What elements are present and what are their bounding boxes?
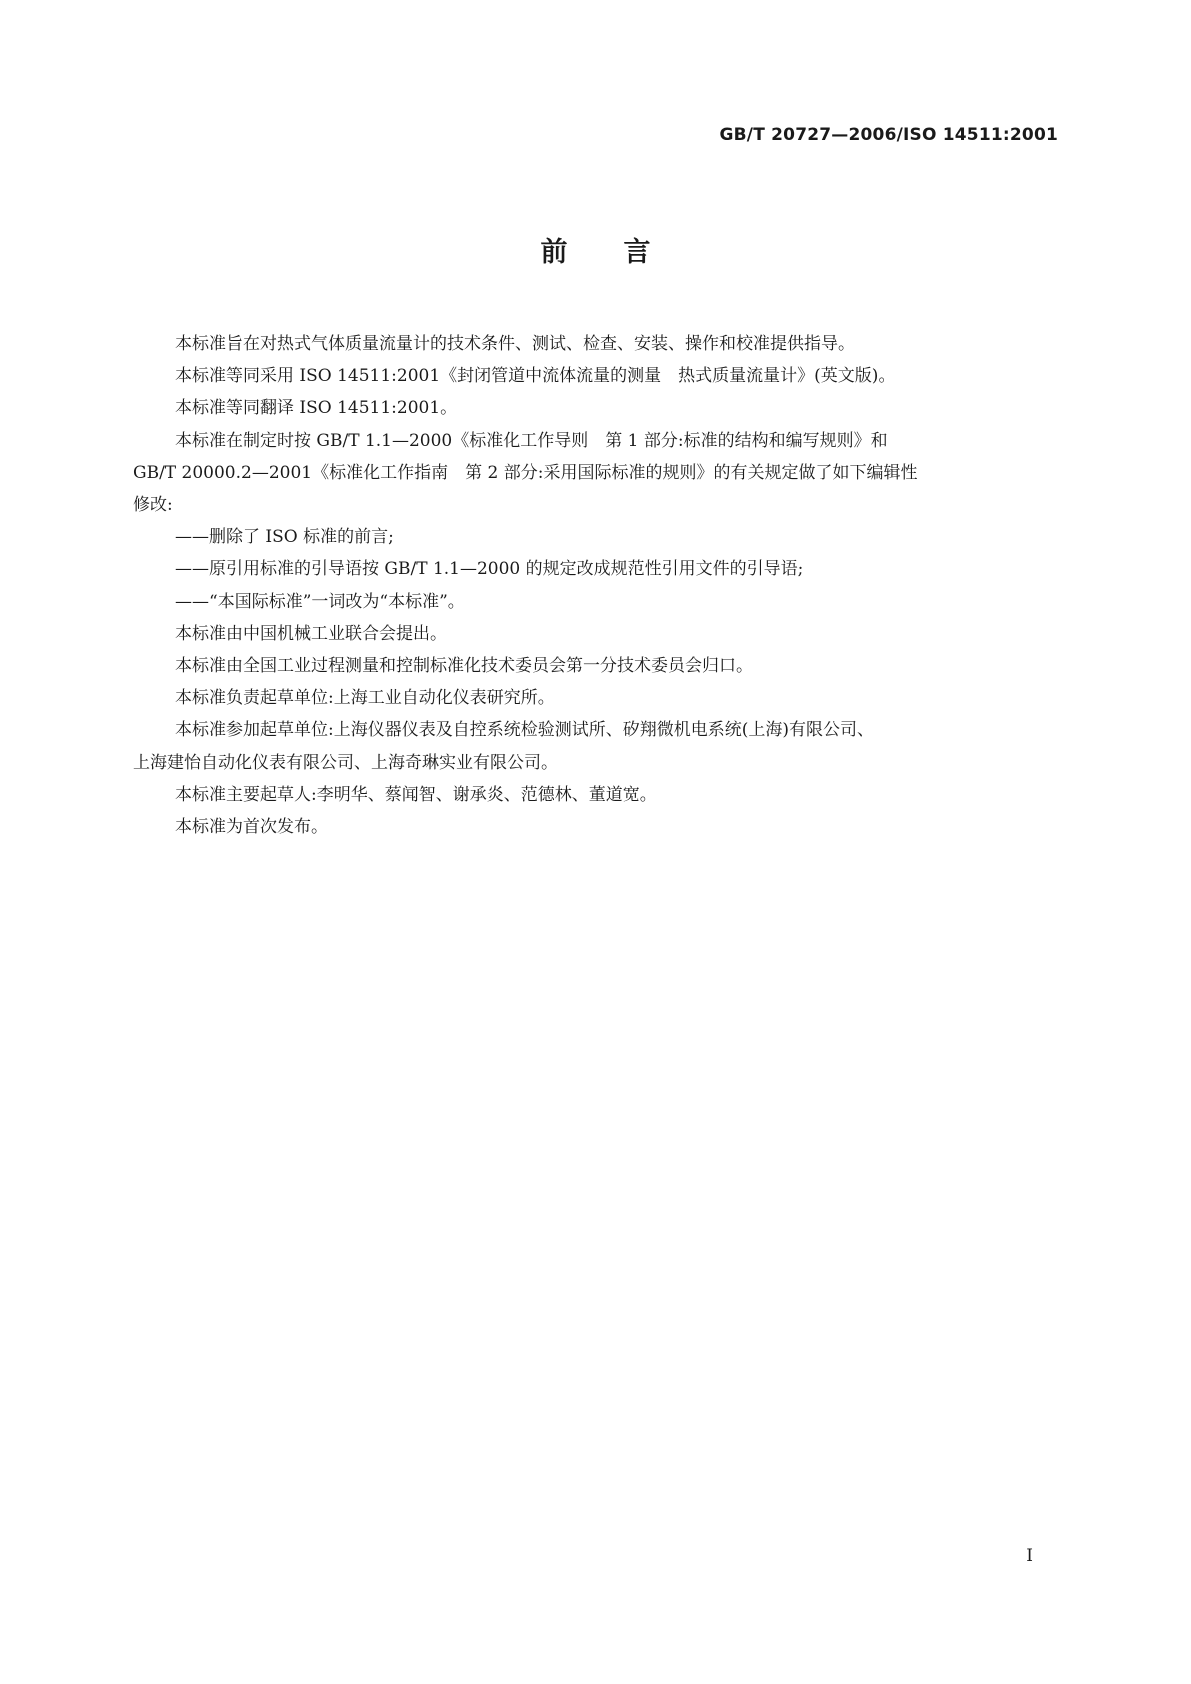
paragraph: 本标准等同翻译 ISO 14511:2001。	[175, 398, 458, 419]
page-title: 前言	[540, 237, 707, 268]
paragraph-continuation: 上海建怡自动化仪表有限公司、上海奇琳实业有限公司。	[133, 752, 558, 773]
paragraph: 本标准由中国机械工业联合会提出。	[175, 623, 447, 644]
list-item: ——删除了 ISO 标准的前言;	[175, 527, 394, 548]
foreword-body	[133, 328, 1058, 843]
paragraph: 本标准在制定时按 GB/T 1.1—2000《标准化工作导则 第 1 部分:标准的结构和编写规则》和	[175, 430, 888, 451]
paragraph-continuation: GB/T 20000.2—2001《标准化工作指南 第 2 部分:采用国际标准的规则》的有关规定做了如下编辑性	[133, 462, 918, 483]
paragraph: 本标准等同采用 ISO 14511:2001《封闭管道中流体流量的测量 热式质量流量计》(英文版)。	[175, 366, 896, 387]
paragraph: 本标准主要起草人:李明华、蔡闻智、谢承炎、范德林、董道宽。	[175, 784, 657, 805]
paragraph: 本标准为首次发布。	[175, 817, 328, 838]
paragraph: 本标准负责起草单位:上海工业自动化仪表研究所。	[175, 688, 555, 709]
paragraph: 本标准参加起草单位:上海仪器仪表及自控系统检验测试所、矽翔微机电系统(上海)有限公司、	[175, 720, 874, 741]
paragraph-continuation: 修改:	[133, 495, 173, 516]
standard-code-header: GB/T 20727—2006/ISO 14511:2001	[719, 125, 1058, 145]
paragraph: 本标准由全国工业过程测量和控制标准化技术委员会第一分技术委员会归口。	[175, 656, 753, 677]
list-item: ——原引用标准的引导语按 GB/T 1.1—2000 的规定改成规范性引用文件的引导语;	[175, 559, 804, 580]
paragraph: 本标准旨在对热式气体质量流量计的技术条件、测试、检查、安装、操作和校准提供指导。	[175, 334, 855, 354]
page-number: I	[1026, 1546, 1033, 1566]
list-item: ——“本国际标准”一词改为“本标准”。	[175, 591, 465, 612]
